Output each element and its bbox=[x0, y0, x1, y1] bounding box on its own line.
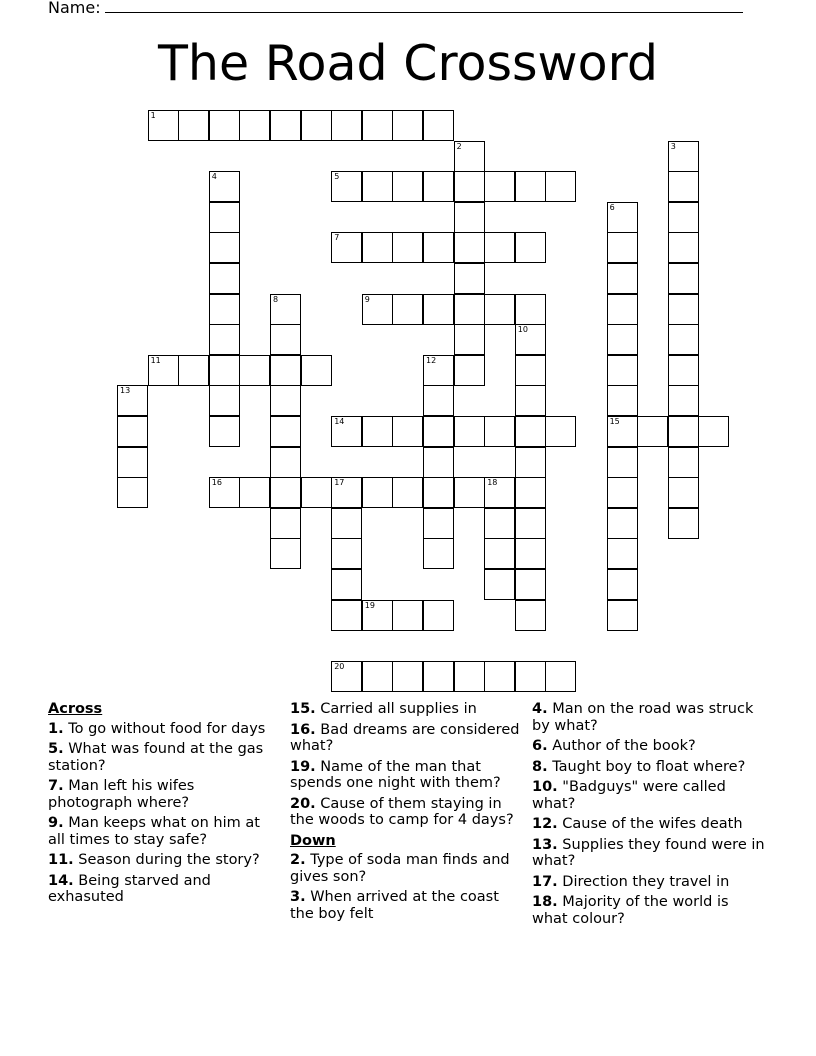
grid-cell[interactable] bbox=[178, 110, 209, 141]
grid-cell[interactable] bbox=[239, 355, 270, 386]
grid-cell[interactable] bbox=[515, 324, 546, 355]
grid-cell[interactable] bbox=[239, 477, 270, 508]
grid-cell[interactable] bbox=[668, 355, 699, 386]
grid-cell[interactable] bbox=[423, 508, 454, 539]
grid-cell[interactable] bbox=[454, 202, 485, 233]
clue-number: 14 bbox=[334, 417, 345, 426]
grid-cell[interactable] bbox=[607, 263, 638, 294]
name-label: Name: bbox=[48, 0, 101, 17]
grid-cell[interactable] bbox=[607, 600, 638, 631]
clue-item bbox=[532, 738, 768, 755]
grid-cell[interactable] bbox=[117, 477, 148, 508]
grid-cell[interactable] bbox=[607, 569, 638, 600]
grid-cell[interactable] bbox=[270, 508, 301, 539]
grid-cell[interactable] bbox=[270, 538, 301, 569]
grid-cell[interactable] bbox=[484, 508, 515, 539]
grid-cell[interactable] bbox=[209, 294, 240, 325]
grid-cell[interactable] bbox=[607, 416, 638, 447]
grid-cell[interactable] bbox=[362, 294, 393, 325]
grid-cell[interactable] bbox=[423, 447, 454, 478]
grid-cell[interactable] bbox=[607, 477, 638, 508]
grid-cell[interactable] bbox=[423, 477, 454, 508]
grid-cell[interactable] bbox=[515, 477, 546, 508]
clue-item-number: 15. bbox=[290, 701, 316, 717]
grid-cell[interactable] bbox=[454, 141, 485, 172]
grid-cell[interactable] bbox=[607, 355, 638, 386]
grid-cell[interactable] bbox=[331, 416, 362, 447]
grid-cell[interactable] bbox=[668, 232, 699, 263]
clue-item-text: Name of the man that spends one night with them? bbox=[290, 758, 501, 791]
grid-cell[interactable] bbox=[607, 202, 638, 233]
clue-item-number: 3. bbox=[290, 889, 306, 905]
grid-cell[interactable] bbox=[668, 141, 699, 172]
clue-number: 10 bbox=[517, 325, 528, 335]
clue-item-number: 20. bbox=[290, 795, 316, 812]
clue-number: 6 bbox=[609, 202, 615, 212]
grid-cell[interactable] bbox=[454, 232, 485, 263]
grid-cell[interactable] bbox=[607, 447, 638, 478]
grid-cell[interactable] bbox=[515, 232, 546, 263]
grid-cell[interactable] bbox=[668, 447, 699, 478]
grid-cell[interactable] bbox=[392, 600, 423, 631]
grid-cell[interactable] bbox=[362, 661, 393, 692]
across-heading: Across bbox=[48, 701, 103, 717]
clue-item-number: 17. bbox=[532, 873, 558, 890]
grid-cell[interactable] bbox=[668, 416, 699, 447]
grid-cell[interactable] bbox=[209, 263, 240, 294]
grid-cell[interactable] bbox=[607, 508, 638, 539]
clue-item-number: 13. bbox=[532, 836, 558, 853]
grid-cell[interactable] bbox=[392, 171, 423, 202]
grid-cell[interactable] bbox=[454, 355, 485, 386]
grid-cell[interactable] bbox=[301, 355, 332, 386]
clue-item-number: 10. bbox=[532, 779, 558, 795]
grid-cell[interactable] bbox=[454, 263, 485, 294]
grid-cell[interactable] bbox=[515, 171, 546, 202]
clue-item bbox=[48, 721, 280, 738]
clue-item-text: Man left his wifes photograph where? bbox=[48, 778, 195, 811]
down-heading: Down bbox=[290, 832, 336, 849]
grid-cell[interactable] bbox=[392, 294, 423, 325]
clue-item-text: Carried all supplies in bbox=[320, 701, 477, 717]
clue-item-text: Cause of the wifes death bbox=[562, 816, 743, 832]
clue-number: 1 bbox=[150, 111, 156, 120]
grid-cell[interactable] bbox=[668, 202, 699, 233]
clue-item-text: Majority of the world is what colour? bbox=[532, 894, 729, 927]
grid-cell[interactable] bbox=[209, 477, 240, 508]
clue-item-text: Being starved and exhasuted bbox=[48, 872, 211, 905]
grid-cell[interactable] bbox=[515, 447, 546, 478]
clue-item bbox=[290, 852, 526, 885]
clue-item-text: When arrived at the coast the boy felt bbox=[290, 889, 499, 922]
grid-cell[interactable] bbox=[484, 171, 515, 202]
grid-cell[interactable] bbox=[668, 263, 699, 294]
clue-item-text: Man keeps what on him at all times to stay safe? bbox=[48, 815, 260, 848]
clue-number: 20 bbox=[334, 661, 345, 671]
grid-cell[interactable] bbox=[607, 538, 638, 569]
grid-cell[interactable] bbox=[117, 447, 148, 478]
grid-cell[interactable] bbox=[698, 416, 729, 447]
clue-item-text: Author of the book? bbox=[552, 738, 696, 754]
clue-item-number: 2. bbox=[290, 852, 306, 868]
clue-item bbox=[48, 815, 280, 848]
clue-item-text: Cause of them staying in the woods to camp for 4 days? bbox=[290, 795, 514, 828]
grid-cell[interactable] bbox=[362, 600, 393, 631]
grid-cell[interactable] bbox=[423, 416, 454, 447]
clues-column-2 bbox=[290, 701, 526, 926]
clue-number: 7 bbox=[334, 233, 340, 243]
clue-item bbox=[532, 701, 768, 734]
grid-cell[interactable] bbox=[209, 232, 240, 263]
grid-cell[interactable] bbox=[331, 600, 362, 631]
grid-cell[interactable] bbox=[270, 477, 301, 508]
clue-item-number: 16. bbox=[290, 721, 316, 738]
grid-cell[interactable] bbox=[454, 171, 485, 202]
clue-item-number: 1. bbox=[48, 720, 64, 737]
grid-cell[interactable] bbox=[545, 416, 576, 447]
grid-cell[interactable] bbox=[209, 171, 240, 202]
grid-cell[interactable] bbox=[117, 385, 148, 416]
clue-item-text: Season during the story? bbox=[78, 852, 260, 868]
clue-item bbox=[48, 873, 280, 906]
grid-cell[interactable] bbox=[484, 569, 515, 600]
grid-cell[interactable] bbox=[331, 171, 362, 202]
clue-item-number: 18. bbox=[532, 894, 558, 910]
clue-item bbox=[532, 779, 768, 812]
grid-cell[interactable] bbox=[331, 569, 362, 600]
clue-item bbox=[290, 889, 526, 922]
grid-cell[interactable] bbox=[454, 477, 485, 508]
grid-cell[interactable] bbox=[515, 538, 546, 569]
grid-cell[interactable] bbox=[607, 294, 638, 325]
grid-cell[interactable] bbox=[209, 110, 240, 141]
grid-cell[interactable] bbox=[270, 355, 301, 386]
clue-item-number: 7. bbox=[48, 778, 64, 794]
clue-item-text: Direction they travel in bbox=[562, 873, 730, 890]
grid-cell[interactable] bbox=[362, 171, 393, 202]
clues-column-3 bbox=[532, 701, 768, 931]
grid-cell[interactable] bbox=[392, 416, 423, 447]
grid-cell[interactable] bbox=[331, 661, 362, 692]
clue-item-text: To go without food for days bbox=[68, 720, 266, 737]
clue-number: 3 bbox=[670, 141, 676, 151]
grid-cell[interactable] bbox=[423, 600, 454, 631]
grid-cell[interactable] bbox=[209, 385, 240, 416]
clue-number: 9 bbox=[364, 294, 370, 304]
grid-cell[interactable] bbox=[484, 232, 515, 263]
grid-cell[interactable] bbox=[117, 416, 148, 447]
grid-cell[interactable] bbox=[423, 294, 454, 325]
grid-cell[interactable] bbox=[148, 110, 179, 141]
clue-item-number: 12. bbox=[532, 816, 558, 832]
grid-cell[interactable] bbox=[423, 538, 454, 569]
grid-cell[interactable] bbox=[423, 171, 454, 202]
clue-item bbox=[48, 778, 280, 811]
grid-cell[interactable] bbox=[209, 324, 240, 355]
grid-cell[interactable] bbox=[484, 538, 515, 569]
grid-cell[interactable] bbox=[301, 477, 332, 508]
clue-item-number: 5. bbox=[48, 741, 64, 757]
clue-number: 13 bbox=[120, 386, 131, 396]
grid-cell[interactable] bbox=[668, 324, 699, 355]
grid-cell[interactable] bbox=[331, 232, 362, 263]
clue-item-number: 9. bbox=[48, 815, 64, 831]
grid-cell[interactable] bbox=[392, 477, 423, 508]
clue-item bbox=[532, 837, 768, 870]
grid-cell[interactable] bbox=[515, 355, 546, 386]
clue-item-number: 8. bbox=[532, 758, 548, 775]
grid-cell[interactable] bbox=[668, 294, 699, 325]
clue-item bbox=[48, 741, 280, 774]
grid-cell[interactable] bbox=[423, 385, 454, 416]
clue-item-text: What was found at the gas station? bbox=[48, 741, 264, 774]
clue-number: 11 bbox=[150, 355, 161, 365]
grid-cell[interactable] bbox=[515, 294, 546, 325]
grid-cell[interactable] bbox=[331, 508, 362, 539]
grid-cell[interactable] bbox=[637, 416, 668, 447]
grid-cell[interactable] bbox=[515, 569, 546, 600]
clue-item-number: 11. bbox=[48, 852, 74, 868]
grid-cell[interactable] bbox=[454, 416, 485, 447]
grid-cell[interactable] bbox=[362, 110, 393, 141]
grid-cell[interactable] bbox=[209, 416, 240, 447]
grid-cell[interactable] bbox=[668, 477, 699, 508]
grid-cell[interactable] bbox=[270, 110, 301, 141]
grid-cell[interactable] bbox=[545, 661, 576, 692]
clue-number: 5 bbox=[334, 172, 340, 182]
clue-item bbox=[290, 722, 526, 755]
clue-item-text: Bad dreams are considered what? bbox=[290, 721, 520, 754]
page-title: The Road Crossword bbox=[157, 35, 658, 92]
grid-cell[interactable] bbox=[209, 202, 240, 233]
grid-cell[interactable] bbox=[392, 661, 423, 692]
grid-cell[interactable] bbox=[668, 385, 699, 416]
clue-item bbox=[290, 796, 526, 829]
grid-cell[interactable] bbox=[454, 324, 485, 355]
clue-item-number: 19. bbox=[290, 758, 316, 775]
grid-cell[interactable] bbox=[362, 416, 393, 447]
grid-cell[interactable] bbox=[515, 416, 546, 447]
grid-cell[interactable] bbox=[515, 661, 546, 692]
grid-cell[interactable] bbox=[239, 110, 270, 141]
grid-cell[interactable] bbox=[515, 600, 546, 631]
grid-cell[interactable] bbox=[301, 110, 332, 141]
grid-cell[interactable] bbox=[484, 294, 515, 325]
clue-number: 16 bbox=[211, 478, 222, 488]
clue-item bbox=[290, 701, 526, 718]
clue-number: 15 bbox=[609, 417, 620, 426]
clue-item bbox=[290, 759, 526, 792]
grid-cell[interactable] bbox=[270, 447, 301, 478]
clue-number: 12 bbox=[426, 355, 437, 365]
clue-item-text: Man on the road was struck by what? bbox=[532, 701, 754, 734]
grid-cell[interactable] bbox=[607, 324, 638, 355]
clue-item bbox=[532, 816, 768, 833]
grid-cell[interactable] bbox=[454, 661, 485, 692]
grid-cell[interactable] bbox=[423, 355, 454, 386]
grid-cell[interactable] bbox=[515, 508, 546, 539]
grid-cell[interactable] bbox=[454, 294, 485, 325]
grid-cell[interactable] bbox=[545, 171, 576, 202]
clue-item-text: "Badguys" were called what? bbox=[532, 779, 726, 812]
grid-cell[interactable] bbox=[668, 171, 699, 202]
clue-number: 8 bbox=[273, 294, 279, 304]
clue-item bbox=[48, 852, 280, 869]
grid-cell[interactable] bbox=[484, 477, 515, 508]
clue-item-text: Taught boy to float where? bbox=[552, 758, 746, 775]
grid-cell[interactable] bbox=[423, 110, 454, 141]
clue-item bbox=[532, 874, 768, 891]
grid-cell[interactable] bbox=[668, 508, 699, 539]
grid-cell[interactable] bbox=[331, 110, 362, 141]
grid-cell[interactable] bbox=[209, 355, 240, 386]
clue-number: 18 bbox=[487, 478, 498, 488]
clue-item-text: Supplies they found were in what? bbox=[532, 836, 765, 869]
grid-cell[interactable] bbox=[392, 232, 423, 263]
grid-cell[interactable] bbox=[423, 661, 454, 692]
grid-cell[interactable] bbox=[178, 355, 209, 386]
grid-cell[interactable] bbox=[515, 385, 546, 416]
grid-cell[interactable] bbox=[331, 477, 362, 508]
clue-item-number: 6. bbox=[532, 738, 548, 754]
grid-cell[interactable] bbox=[423, 232, 454, 263]
grid-cell[interactable] bbox=[484, 661, 515, 692]
clue-item-number: 14. bbox=[48, 872, 74, 889]
grid-cell[interactable] bbox=[331, 538, 362, 569]
grid-cell[interactable] bbox=[270, 294, 301, 325]
clue-item bbox=[532, 894, 768, 927]
grid-cell[interactable] bbox=[270, 324, 301, 355]
grid-cell[interactable] bbox=[392, 110, 423, 141]
grid-cell[interactable] bbox=[270, 385, 301, 416]
clue-item-text: Type of soda man finds and gives son? bbox=[290, 852, 510, 885]
clue-item-number: 4. bbox=[532, 701, 548, 717]
clue-number: 19 bbox=[364, 600, 375, 610]
grid-cell[interactable] bbox=[362, 477, 393, 508]
grid-cell[interactable] bbox=[148, 355, 179, 386]
grid-cell[interactable] bbox=[270, 416, 301, 447]
grid-cell[interactable] bbox=[607, 385, 638, 416]
clues-column-1 bbox=[48, 701, 280, 910]
grid-cell[interactable] bbox=[362, 232, 393, 263]
clue-number: 17 bbox=[334, 478, 345, 488]
clue-item bbox=[532, 759, 768, 776]
clue-number: 4 bbox=[211, 172, 217, 182]
grid-cell[interactable] bbox=[484, 416, 515, 447]
grid-cell[interactable] bbox=[607, 232, 638, 263]
clue-number: 2 bbox=[456, 141, 462, 151]
